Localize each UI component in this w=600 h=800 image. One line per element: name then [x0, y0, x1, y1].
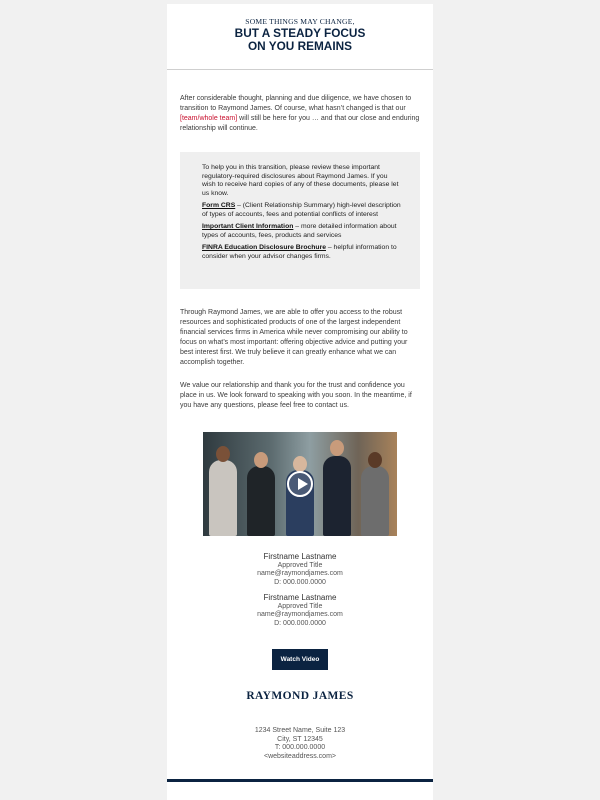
intro-text-2: will still be here for you … and that our close and enduring relationship will continue.: [180, 115, 420, 132]
address-street: 1234 Street Name, Suite 123: [254, 727, 346, 734]
address-website[interactable]: <websiteaddress.com>: [264, 752, 336, 760]
address-phone: T: 000.000.0000: [274, 744, 326, 751]
contact-email[interactable]: name@raymondjames.com: [257, 611, 343, 618]
disclosures-content: [202, 164, 402, 261]
headline-line-2: ON YOU REMAINS: [247, 39, 352, 53]
intro-text-1: After considerable thought, planning and due diligence, we have chosen to transition to Raymond James. Of course, what hasn’t changed is that our: [180, 95, 412, 112]
client-information-link[interactable]: Important Client Information: [202, 223, 294, 230]
person-figure: [209, 460, 237, 536]
person-head: [254, 452, 268, 468]
body-paragraph-1: Through Raymond James, we are able to offer you access to the robust resources and sophisticated products of one of the largest independent financial services firms in America while never compromising our ability to focus on what’s most important: offering objective advice and putting your best interest first. We truly believe it can greatly enhance what we can accomplish together.: [180, 309, 408, 366]
email-container: [167, 4, 433, 800]
disclosure-item: [202, 223, 402, 240]
header-headline: [167, 27, 433, 53]
disclosure-item: [202, 202, 402, 219]
person-head: [368, 452, 382, 468]
email-header: [167, 4, 433, 70]
disclosures-lead: To help you in this transition, please review these important regulatory-required disclosures about Raymond James. If you wish to receive hard copies of any of these documents, please let us know.: [202, 164, 399, 197]
contact-name: Firstname Lastname: [263, 593, 337, 602]
body-paragraph-2: We value our relationship and thank you for the trust and confidence you place in us. We look forward to speaking with you soon. In the meantime, if you have any questions, please feel free to contact us.: [180, 382, 412, 409]
form-crs-link[interactable]: Form CRS: [202, 202, 236, 209]
person-head: [293, 456, 307, 472]
contact-card: [167, 553, 433, 587]
person-figure: [323, 456, 351, 536]
contact-phone: D: 000.000.0000: [274, 578, 326, 586]
contact-title: Approved Title: [277, 561, 323, 569]
disclosure-text: – more detailed information about types of accounts, fees, products and services: [202, 223, 397, 239]
headline-line-1: BUT A STEADY FOCUS: [234, 26, 366, 40]
intro-highlight: [team/whole team]: [180, 115, 238, 122]
disclosure-text: – helpful information to consider when your advisor changes firms.: [202, 244, 397, 260]
contact-email[interactable]: name@raymondjames.com: [257, 570, 343, 577]
header-kicker: SOME THINGS MAY CHANGE,: [245, 17, 355, 26]
footer-address: [167, 727, 433, 761]
person-figure: [361, 466, 389, 536]
header-divider: [167, 69, 433, 70]
play-icon[interactable]: [287, 471, 313, 497]
watch-video-button[interactable]: Watch Video: [272, 649, 328, 670]
disclosure-text: – (Client Relationship Summary) high-level description of types of accounts, fees and potential conflicts of interest: [202, 202, 401, 218]
contact-title: Approved Title: [277, 602, 323, 610]
person-head: [216, 446, 230, 462]
footer-bar: [167, 779, 433, 782]
disclosures-box: [180, 152, 420, 289]
video-thumbnail[interactable]: [203, 432, 397, 536]
contact-phone: D: 000.000.0000: [274, 619, 326, 627]
intro-paragraph: [180, 94, 420, 134]
person-figure: [247, 466, 275, 536]
contact-name: Firstname Lastname: [263, 552, 337, 561]
disclosure-item: [202, 244, 402, 261]
raymond-james-logo: RAYMOND JAMES: [246, 690, 354, 702]
finra-brochure-link[interactable]: FINRA Education Disclosure Brochure: [202, 244, 326, 251]
address-city: City, ST 12345: [277, 735, 323, 743]
contact-card: [167, 594, 433, 628]
person-head: [330, 440, 344, 456]
